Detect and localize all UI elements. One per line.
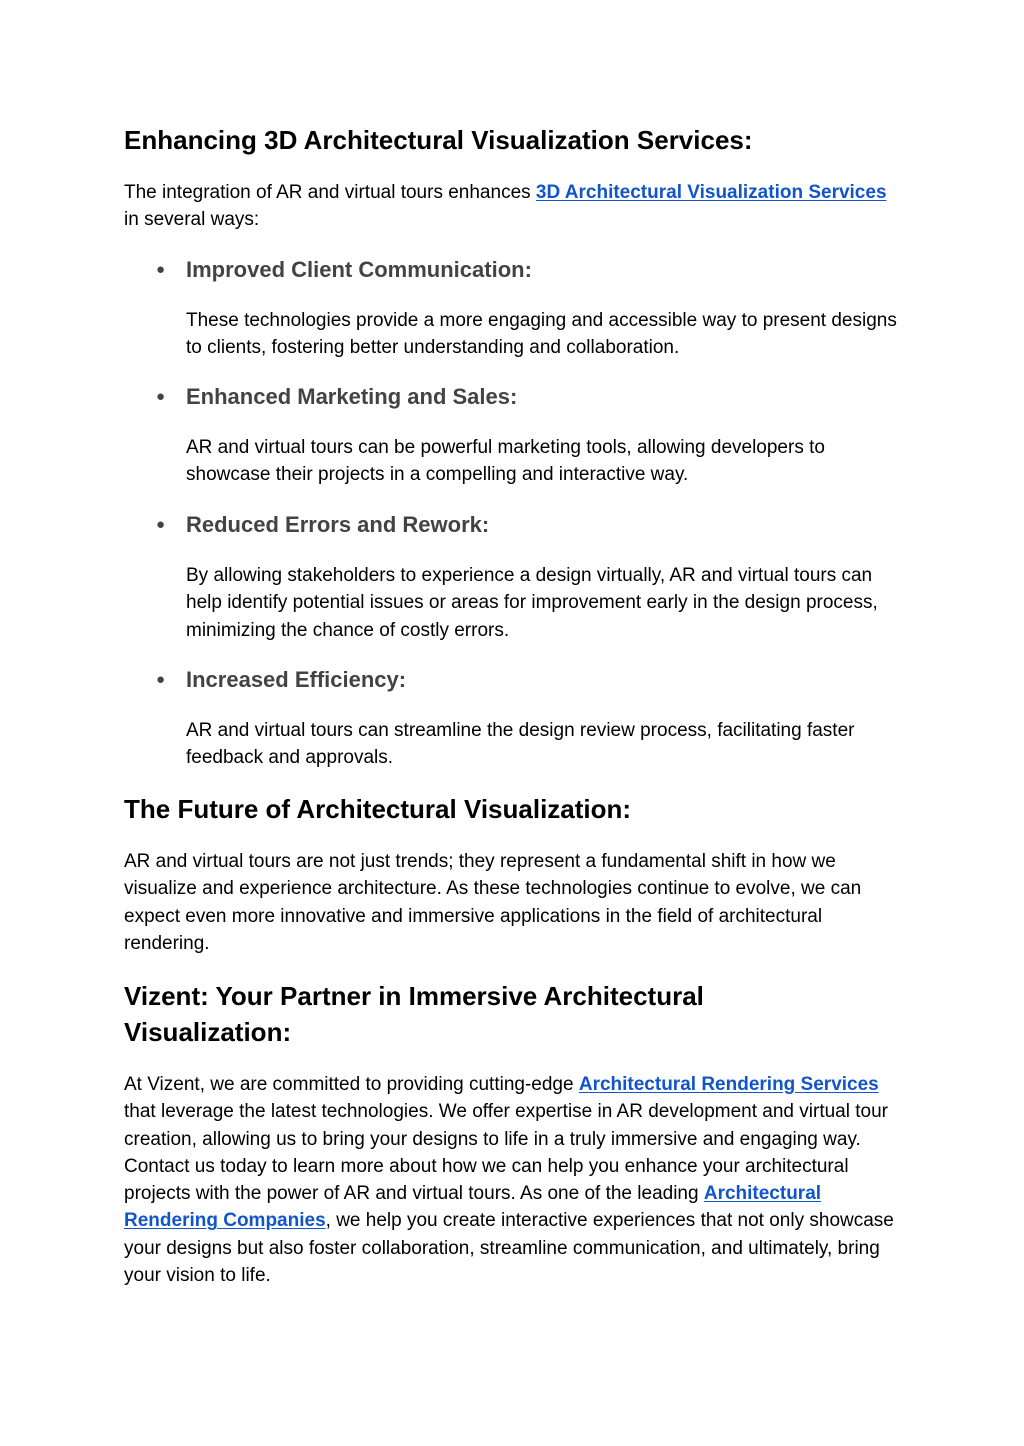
bullet-item-client-communication [156, 255, 904, 285]
bullet-item-increased-efficiency [156, 665, 904, 695]
bullet-text: By allowing stakeholders to experience a design virtually, AR and virtual tours can help identify potential issues or areas for improvement early in the design process, minimizing the chance of costly errors. [186, 565, 878, 641]
section-heading-enhancing: Enhancing 3D Architectural Visualization Services: [124, 125, 753, 155]
link-architectural-rendering-services[interactable]: Architectural Rendering Services [578, 1074, 879, 1095]
bullet-text: AR and virtual tours can streamline the design review process, facilitating faster feedback and approvals. [186, 720, 855, 769]
vizent-paragraph [124, 1071, 904, 1289]
intro-text-before: The integration of AR and virtual tours enhances [124, 182, 536, 203]
intro-paragraph [124, 179, 904, 234]
bullet-dot-icon: ● [156, 261, 166, 278]
bullet-dot-icon: ● [156, 388, 166, 405]
bullet-dot-icon: ● [156, 671, 166, 688]
section-heading-vizent: Vizent: Your Partner in Immersive Architectural Visualization: [124, 981, 704, 1047]
bullet-item-marketing-sales [156, 382, 904, 412]
bullet-dot-icon: ● [156, 516, 166, 533]
link-3d-visualization-services[interactable]: 3D Architectural Visualization Services [535, 182, 887, 203]
vizent-text-before: At Vizent, we are committed to providing cutting-edge [124, 1074, 579, 1095]
bullet-item-reduced-errors [156, 510, 904, 540]
link-architectural-rendering-companies[interactable]: Architectural Rendering Companies [124, 1183, 822, 1232]
bullet-title: Improved Client Communication: [186, 257, 532, 282]
bullet-text: These technologies provide a more engaging and accessible way to present designs to clients, fostering better understanding and collaboration. [186, 310, 897, 359]
bullet-title: Enhanced Marketing and Sales: [186, 384, 518, 409]
intro-text-after: in several ways: [124, 209, 260, 231]
bullet-text: AR and virtual tours can be powerful marketing tools, allowing developers to showcase their projects in a compelling and interactive way. [186, 437, 825, 486]
bullet-title: Increased Efficiency: [186, 667, 407, 692]
section-heading-future: The Future of Architectural Visualization: [124, 794, 632, 824]
bullet-title: Reduced Errors and Rework: [186, 512, 490, 537]
future-paragraph: AR and virtual tours are not just trends; they represent a fundamental shift in how we visualize and experience architecture. As these technologies continue to evolve, we can expect even more innovative and immersive applications in the field of architectural rendering. [124, 851, 862, 954]
vizent-text-after: , we help you create interactive experiences that not only showcase your designs but also foster collaboration, streamline communication, and ultimately, bring your vision to life. [124, 1210, 894, 1287]
vizent-text-middle: that leverage the latest technologies. We offer expertise in AR development and virtual tour creation, allowing us to bring your designs to life in a truly immersive and engaging way. Contact us today to learn more about how we can help you enhance your architectural projects with the power of AR and virtual tours. As one of the leading [124, 1101, 888, 1205]
